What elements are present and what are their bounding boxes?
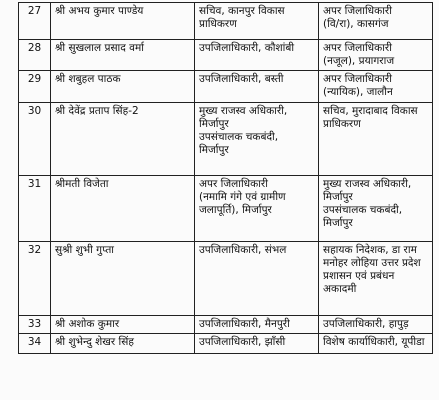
current-post-line: सचिव, कानपुर विकास: [199, 5, 285, 17]
new-post-line: अपर जिलाधिकारी: [323, 5, 392, 17]
current-post-line: मुख्य राजस्व अधिकारी,: [199, 105, 288, 117]
new-post-cell: [319, 242, 433, 316]
current-post-cell: [195, 334, 319, 354]
new-post-cell: [319, 176, 433, 242]
new-post-line: (वि/रा), कासगंज: [323, 18, 389, 30]
new-post-line: सचिव, मुरादाबाद विकास: [323, 105, 418, 117]
table-row: [19, 316, 433, 334]
new-post-line: उपजिलाधिकारी, हापुड़: [323, 318, 409, 330]
new-post-cell: [319, 334, 433, 354]
current-post-cell: [195, 40, 319, 71]
table-row: [19, 242, 433, 316]
new-post-line: (नजूल), प्रयागराज: [323, 55, 395, 67]
transfer-table: [18, 2, 433, 354]
table-row: [19, 176, 433, 242]
officer-name-cell: सुश्री शुभी गुप्ता: [51, 242, 195, 316]
new-post-line: उपसंचालक चकबंदी,: [323, 204, 403, 216]
current-post-line: उपजिलाधिकारी, संभल: [199, 244, 287, 256]
current-post-cell: [195, 103, 319, 176]
current-post-line: उपजिलाधिकारी, कौशांबी: [199, 42, 295, 54]
new-post-cell: [319, 316, 433, 334]
officer-name-cell: श्री देवेंद्र प्रताप सिंह-2: [51, 103, 195, 176]
serial-number-cell: 29: [19, 71, 51, 103]
current-post-line: उपजिलाधिकारी, बस्ती: [199, 73, 284, 85]
new-post-line: अपर जिलाधिकारी: [323, 42, 392, 54]
officer-name-cell: श्री शबुहल पाठक: [51, 71, 195, 103]
serial-number-cell: 34: [19, 334, 51, 354]
officer-name-cell: श्री शुभेन्दु शेखर सिंह: [51, 334, 195, 354]
serial-number-cell: 32: [19, 242, 51, 316]
new-post-line: मिर्जापुर: [323, 191, 353, 203]
new-post-line: प्राधिकरण: [323, 118, 361, 130]
serial-number-cell: 31: [19, 176, 51, 242]
new-post-cell: [319, 71, 433, 103]
table-row: [19, 40, 433, 71]
officer-name-cell: श्रीमती विजेता: [51, 176, 195, 242]
new-post-line: अपर जिलाधिकारी: [323, 73, 392, 85]
new-post-line: मनोहर लोहिया उत्तर प्रदेश: [323, 257, 421, 269]
current-post-cell: [195, 71, 319, 103]
table-row: [19, 334, 433, 354]
current-post-cell: [195, 176, 319, 242]
table-row: [19, 103, 433, 176]
new-post-line: (न्यायिक), जालौन: [323, 86, 393, 98]
current-post-line: उपजिलाधिकारी, मैनपुरी: [199, 318, 290, 330]
current-post-line: जलापूर्ति), मिर्जापुर: [199, 204, 272, 216]
new-post-line: अकादमी: [323, 283, 357, 295]
current-post-line: प्राधिकरण: [199, 18, 237, 30]
current-post-line: मिर्जापुर: [199, 144, 229, 156]
current-post-cell: [195, 316, 319, 334]
new-post-cell: [319, 3, 433, 40]
current-post-line: मिर्जापुर: [199, 118, 229, 130]
new-post-line: विशेष कार्याधिकारी, यूपीडा: [323, 336, 425, 348]
current-post-cell: [195, 242, 319, 316]
transfer-table-body: [19, 3, 433, 354]
new-post-line: मिर्जापुर: [323, 217, 353, 229]
current-post-cell: [195, 3, 319, 40]
table-row: [19, 3, 433, 40]
officer-name-cell: श्री अभय कुमार पाण्डेय: [51, 3, 195, 40]
new-post-cell: [319, 103, 433, 176]
serial-number-cell: 30: [19, 103, 51, 176]
current-post-line: उपजिलाधिकारी, झाँसी: [199, 336, 286, 348]
current-post-line: उपसंचालक चकबंदी,: [199, 131, 279, 143]
serial-number-cell: 28: [19, 40, 51, 71]
new-post-cell: [319, 40, 433, 71]
serial-number-cell: 33: [19, 316, 51, 334]
new-post-line: सहायक निदेशक, डा राम: [323, 244, 417, 256]
officer-name-cell: श्री सुखलाल प्रसाद वर्मा: [51, 40, 195, 71]
table-row: [19, 71, 433, 103]
new-post-line: मुख्य राजस्व अधिकारी,: [323, 178, 412, 190]
current-post-line: अपर जिलाधिकारी: [199, 178, 268, 190]
officer-name-cell: श्री अशोक कुमार: [51, 316, 195, 334]
new-post-line: प्रशासन एवं प्रबंधन: [323, 270, 395, 282]
serial-number-cell: 27: [19, 3, 51, 40]
current-post-line: (नमामि गंगे एवं ग्रामीण: [199, 191, 286, 203]
